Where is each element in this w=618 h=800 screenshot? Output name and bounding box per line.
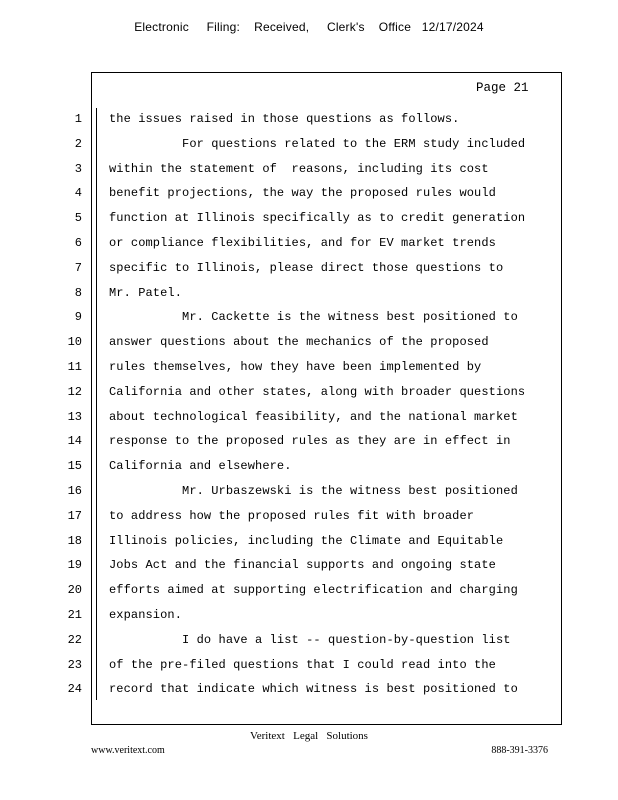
line-number: 5 bbox=[74, 211, 82, 226]
transcript-line bbox=[0, 355, 618, 380]
line-text: Mr. Cackette is the witness best positioned to bbox=[109, 310, 518, 325]
line-text: expansion. bbox=[109, 607, 183, 622]
transcript-line bbox=[0, 429, 618, 454]
transcript-line bbox=[0, 677, 618, 702]
transcript-line bbox=[0, 157, 618, 182]
line-number: 1 bbox=[74, 112, 82, 126]
transcript-line bbox=[0, 603, 618, 628]
transcript-line bbox=[0, 380, 618, 405]
line-text: Illinois policies, including the Climate and Equitable bbox=[109, 533, 504, 548]
line-number: 4 bbox=[74, 186, 82, 201]
page-number: Page 21 bbox=[476, 81, 529, 95]
line-text: about technological feasibility, and the national market bbox=[109, 409, 518, 424]
line-number: 10 bbox=[67, 335, 82, 350]
transcript-line bbox=[0, 553, 618, 578]
transcript-line bbox=[0, 305, 618, 330]
line-number: 15 bbox=[67, 459, 82, 474]
footer-phone: 888-391-3376 bbox=[491, 745, 548, 756]
transcript-line bbox=[0, 454, 618, 479]
line-number: 6 bbox=[74, 235, 82, 250]
line-text: California and other states, along with broader questions bbox=[109, 384, 526, 399]
transcript-line bbox=[0, 628, 618, 653]
line-number: 19 bbox=[67, 558, 82, 573]
line-text: response to the proposed rules as they are in effect in bbox=[109, 434, 511, 449]
transcript-line bbox=[0, 479, 618, 504]
transcript-line bbox=[0, 231, 618, 256]
line-number: 12 bbox=[67, 384, 82, 399]
line-number: 7 bbox=[74, 260, 82, 275]
footer-website: www.veritext.com bbox=[91, 745, 165, 756]
transcript-line bbox=[0, 504, 618, 529]
line-number: 3 bbox=[74, 161, 82, 176]
line-number: 20 bbox=[67, 583, 82, 598]
transcript-line bbox=[0, 405, 618, 430]
line-text: I do have a list -- question-by-question list bbox=[109, 632, 511, 647]
line-text: benefit projections, the way the proposed rules would bbox=[109, 186, 496, 201]
transcript-line bbox=[0, 107, 618, 132]
line-number: 8 bbox=[74, 285, 82, 300]
transcript-line bbox=[0, 132, 618, 157]
transcript-lines bbox=[0, 107, 618, 702]
line-text: the issues raised in those questions as follows. bbox=[109, 112, 460, 126]
transcript-line bbox=[0, 330, 618, 355]
transcript-line bbox=[0, 578, 618, 603]
line-number: 23 bbox=[67, 657, 82, 672]
transcript-line bbox=[0, 256, 618, 281]
line-number: 9 bbox=[74, 310, 82, 325]
line-text: within the statement of reasons, including its cost bbox=[109, 161, 489, 176]
line-number: 14 bbox=[67, 434, 82, 449]
transcript-line bbox=[0, 181, 618, 206]
line-text: function at Illinois specifically as to credit generation bbox=[109, 211, 526, 226]
line-number: 2 bbox=[74, 136, 82, 151]
line-number: 21 bbox=[67, 607, 82, 622]
line-text: specific to Illinois, please direct those questions to bbox=[109, 260, 504, 275]
line-text: Jobs Act and the financial supports and ongoing state bbox=[109, 558, 496, 573]
footer-company: Veritext Legal Solutions bbox=[250, 730, 368, 742]
line-text: efforts aimed at supporting electrification and charging bbox=[109, 583, 518, 598]
line-number: 24 bbox=[67, 682, 82, 697]
line-text: answer questions about the mechanics of the proposed bbox=[109, 335, 489, 350]
filing-stamp-header: Electronic Filing: Received, Clerk's Office 12/17/2024 bbox=[134, 20, 484, 34]
line-number: 16 bbox=[67, 483, 82, 498]
line-number: 11 bbox=[67, 359, 82, 374]
line-text: California and elsewhere. bbox=[109, 459, 292, 474]
transcript-line bbox=[0, 653, 618, 678]
line-number: 18 bbox=[67, 533, 82, 548]
line-text: Mr. Patel. bbox=[109, 285, 183, 300]
line-text: of the pre-filed questions that I could read into the bbox=[109, 657, 496, 672]
line-text: For questions related to the ERM study included bbox=[109, 136, 526, 151]
line-text: record that indicate which witness is best positioned to bbox=[109, 682, 518, 697]
transcript-line bbox=[0, 529, 618, 554]
line-number: 22 bbox=[67, 632, 82, 647]
line-text: Mr. Urbaszewski is the witness best positioned bbox=[109, 483, 518, 498]
line-number: 17 bbox=[67, 508, 82, 523]
line-text: rules themselves, how they have been implemented by bbox=[109, 359, 482, 374]
line-number: 13 bbox=[67, 409, 82, 424]
line-text: to address how the proposed rules fit with broader bbox=[109, 508, 475, 523]
line-text: or compliance flexibilities, and for EV market trends bbox=[109, 235, 496, 250]
transcript-line bbox=[0, 206, 618, 231]
transcript-line bbox=[0, 281, 618, 306]
